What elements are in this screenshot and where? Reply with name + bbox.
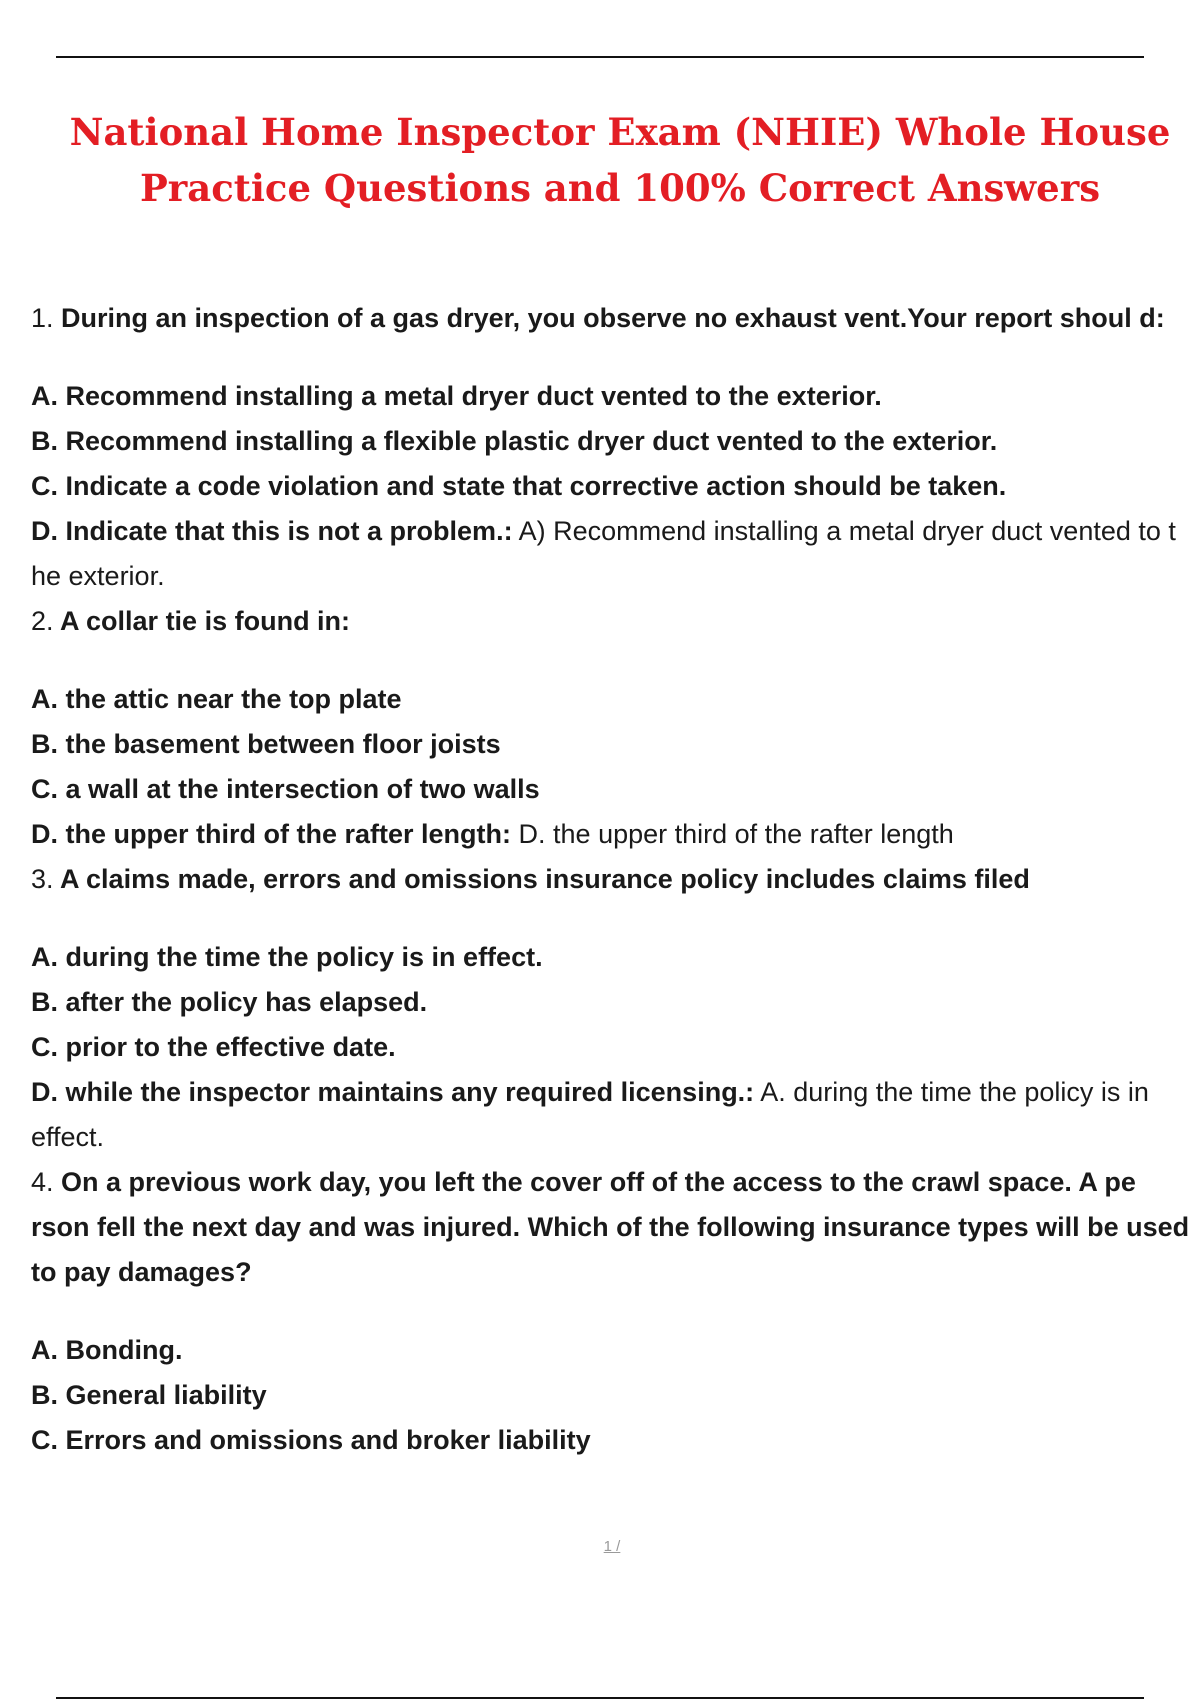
- option-letter: B.: [31, 729, 58, 759]
- option-letter: D.: [31, 819, 58, 849]
- option-text: during the time the policy is in effect.: [65, 942, 543, 972]
- option-text: a wall at the intersection of two walls: [65, 774, 540, 804]
- option-a: [31, 935, 1191, 980]
- option-letter: D.: [31, 516, 58, 546]
- question-block-1: [31, 296, 1191, 599]
- correct-answer: D. the upper third of the rafter length: [518, 819, 954, 849]
- question-prompt: During an inspection of a gas dryer, you observe no exhaust vent.Your report shoul d:: [61, 303, 1165, 333]
- question-prompt: On a previous work day, you left the cover off of the access to the crawl space. A pe rson fell the next day and was injured. Which of the following insurance types will be used to pay damages?: [31, 1167, 1190, 1287]
- option-c: [31, 1418, 1191, 1463]
- option-letter: B.: [31, 987, 58, 1017]
- option-text: the basement between floor joists: [65, 729, 501, 759]
- option-d: [31, 812, 1191, 857]
- question-text: [31, 1160, 1191, 1295]
- option-a: [31, 677, 1191, 722]
- correct-answer: A. during the time the policy is in effect.: [31, 1077, 1149, 1152]
- question-list: [31, 296, 1191, 1463]
- option-text: the attic near the top plate: [65, 684, 402, 714]
- option-letter: C.: [31, 774, 58, 804]
- question-text: [31, 857, 1191, 902]
- question-number: 2.: [31, 606, 54, 636]
- option-letter: C.: [31, 471, 58, 501]
- top-rule: [56, 56, 1144, 58]
- option-b: [31, 722, 1191, 767]
- option-text: Indicate a code violation and state that corrective action should be taken.: [65, 471, 1007, 501]
- option-text: Recommend installing a flexible plastic dryer duct vented to the exterior.: [65, 426, 998, 456]
- option-text: General liability: [65, 1380, 267, 1410]
- option-letter: A.: [31, 942, 58, 972]
- option-letter: A.: [31, 1335, 58, 1365]
- option-a: [31, 374, 1191, 419]
- option-text: Bonding.: [65, 1335, 183, 1365]
- option-text: prior to the effective date.: [65, 1032, 396, 1062]
- option-b: [31, 1373, 1191, 1418]
- option-d: [31, 1070, 1191, 1160]
- question-number: 3.: [31, 864, 54, 894]
- question-block-2: [31, 599, 1191, 857]
- option-letter: B.: [31, 1380, 58, 1410]
- option-letter: A.: [31, 381, 58, 411]
- option-letter: C.: [31, 1425, 58, 1455]
- question-prompt: A collar tie is found in:: [60, 606, 351, 636]
- option-text: Errors and omissions and broker liability: [65, 1425, 591, 1455]
- question-text: [31, 296, 1191, 341]
- option-letter: D.: [31, 1077, 58, 1107]
- option-text: after the policy has elapsed.: [65, 987, 428, 1017]
- question-number: 1.: [31, 303, 54, 333]
- option-b: [31, 980, 1191, 1025]
- question-number: 4.: [31, 1167, 54, 1197]
- option-text: the upper third of the rafter length:: [65, 819, 512, 849]
- option-text: Recommend installing a metal dryer duct vented to the exterior.: [65, 381, 882, 411]
- option-text: while the inspector maintains any required licensing.:: [65, 1077, 755, 1107]
- option-letter: C.: [31, 1032, 58, 1062]
- option-letter: A.: [31, 684, 58, 714]
- question-text: [31, 599, 1191, 644]
- option-b: [31, 419, 1191, 464]
- question-block-4: [31, 1160, 1191, 1463]
- option-c: [31, 1025, 1191, 1070]
- option-text: Indicate that this is not a problem.:: [65, 516, 513, 546]
- question-prompt: A claims made, errors and omissions insurance policy includes claims filed: [60, 864, 1030, 894]
- page-number: 1 /: [603, 1538, 621, 1555]
- document-title: National Home Inspector Exam (NHIE) Whole House Practice Questions and 100% Correct Answers: [69, 110, 1171, 210]
- correct-answer: A) Recommend installing a metal dryer duct vented to t he exterior.: [31, 516, 1176, 591]
- question-block-3: [31, 857, 1191, 1160]
- option-c: [31, 464, 1191, 509]
- bottom-rule: [56, 1697, 1144, 1699]
- option-a: [31, 1328, 1191, 1373]
- option-d: [31, 509, 1191, 599]
- option-letter: B.: [31, 426, 58, 456]
- option-c: [31, 767, 1191, 812]
